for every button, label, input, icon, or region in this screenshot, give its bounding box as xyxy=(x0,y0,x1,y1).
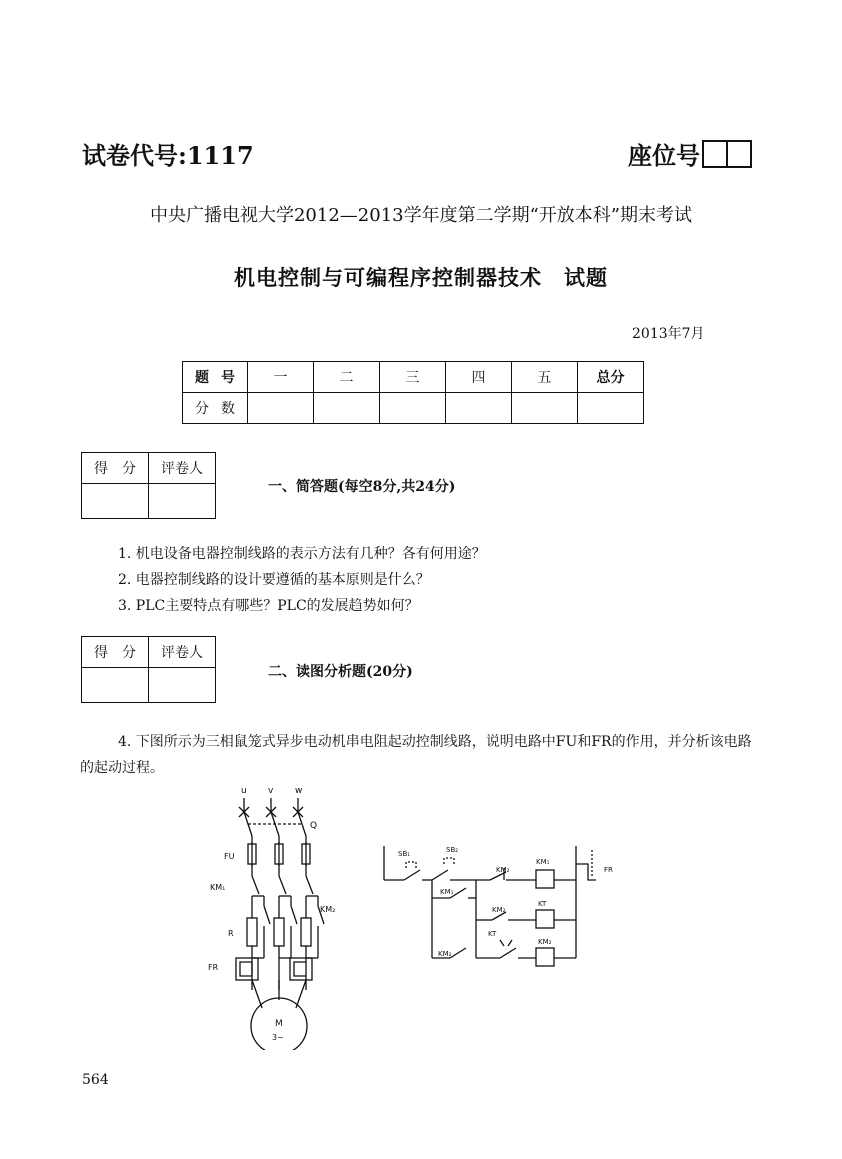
subject-title: 机电控制与可编程序控制器技术 试题 xyxy=(234,265,608,290)
grader-box xyxy=(81,636,216,703)
score-cell xyxy=(578,393,644,424)
thermal-relay-fr xyxy=(208,958,312,980)
breaker-q xyxy=(239,798,317,836)
question: 3. PLC主要特点有哪些？PLC的发展趋势如何？ xyxy=(118,598,419,614)
motor-icon xyxy=(251,998,307,1050)
label-motor-phase: 3~ xyxy=(272,1033,284,1042)
exam-title: 中央广播电视大学2012—2013学年度第二学期“开放本科”期末考试 xyxy=(149,205,693,226)
score-table-col: 五 xyxy=(512,362,578,393)
label-w: w xyxy=(295,786,303,796)
label-km2-c: KM₂ xyxy=(438,950,452,958)
label-fr-main: FR xyxy=(208,963,219,972)
score-cell xyxy=(314,393,380,424)
grader-score-label: 得 分 xyxy=(82,453,149,484)
label-fr-ctrl: FR xyxy=(604,866,613,874)
label-motor: M xyxy=(275,1019,283,1029)
grader-name-label: 评卷人 xyxy=(149,453,216,484)
paper-code: 试卷代号:1117 xyxy=(82,141,254,170)
score-table-header-row xyxy=(183,362,644,393)
score-table-col: 三 xyxy=(380,362,446,393)
label-q: Q xyxy=(310,821,318,831)
label-km1-main: KM₁ xyxy=(210,883,226,892)
score-cell xyxy=(248,393,314,424)
control-circuit xyxy=(384,846,613,966)
score-cell xyxy=(512,393,578,424)
seat-label: 座位号 xyxy=(628,141,700,170)
label-v: v xyxy=(268,786,274,796)
grader-name-cell xyxy=(149,668,216,703)
grader-name-label: 评卷人 xyxy=(149,637,216,668)
grader-score-cell xyxy=(82,484,149,519)
question: 2. 电器控制线路的设计要遵循的基本原则是什么？ xyxy=(118,572,430,588)
score-cell xyxy=(446,393,512,424)
label-kt-contact: KT xyxy=(488,930,497,938)
score-table-row2-head: 分数 xyxy=(183,393,248,424)
score-table-col: 一 xyxy=(248,362,314,393)
label-km2-b: KM₂ xyxy=(492,906,506,914)
circuit-diagram xyxy=(200,780,640,1050)
grader-box xyxy=(81,452,216,519)
label-km2-coil: KM₂ xyxy=(538,938,552,946)
label-km1-coil: KM₁ xyxy=(536,858,550,866)
grader-score-cell xyxy=(82,668,149,703)
score-table-score-row xyxy=(183,393,644,424)
score-table-col-total: 总分 xyxy=(578,362,644,393)
question: 4. 下图所示为三相鼠笼式异步电动机串电阻起动控制线路，说明电路中FU和FR的作用，并分析该电路的起动过程。 xyxy=(80,734,752,776)
score-table xyxy=(182,361,644,424)
section-title: 一、简答题(每空8分,共24分) xyxy=(268,479,456,495)
contacts-km1 xyxy=(210,876,313,990)
fuses-fu xyxy=(224,842,310,866)
seat-number xyxy=(628,136,752,171)
score-table-row1-head: 题号 xyxy=(183,362,248,393)
label-sb1: SB₁ xyxy=(398,850,411,858)
section-title: 二、读图分析题(20分) xyxy=(268,664,413,680)
label-r: R xyxy=(228,929,234,938)
score-cell xyxy=(380,393,446,424)
grader-name-cell xyxy=(149,484,216,519)
label-km2-a: KM₂ xyxy=(496,866,510,874)
question: 1. 机电设备电器控制线路的表示方法有几种？各有何用途？ xyxy=(118,546,486,562)
label-kt-coil: KT xyxy=(538,900,547,908)
seat-boxes xyxy=(702,140,752,168)
label-km2-main: KM₂ xyxy=(320,905,336,914)
score-table-col: 二 xyxy=(314,362,380,393)
page-number: 564 xyxy=(82,1072,109,1088)
label-km1-b: KM₁ xyxy=(440,888,454,896)
label-fu: FU xyxy=(224,852,235,861)
score-table-col: 四 xyxy=(446,362,512,393)
label-sb2: SB₂ xyxy=(446,846,459,854)
label-u: u xyxy=(241,786,247,796)
contacts-km2 xyxy=(252,896,335,958)
grader-score-label: 得 分 xyxy=(82,637,149,668)
exam-date: 2013年7月 xyxy=(632,326,705,342)
